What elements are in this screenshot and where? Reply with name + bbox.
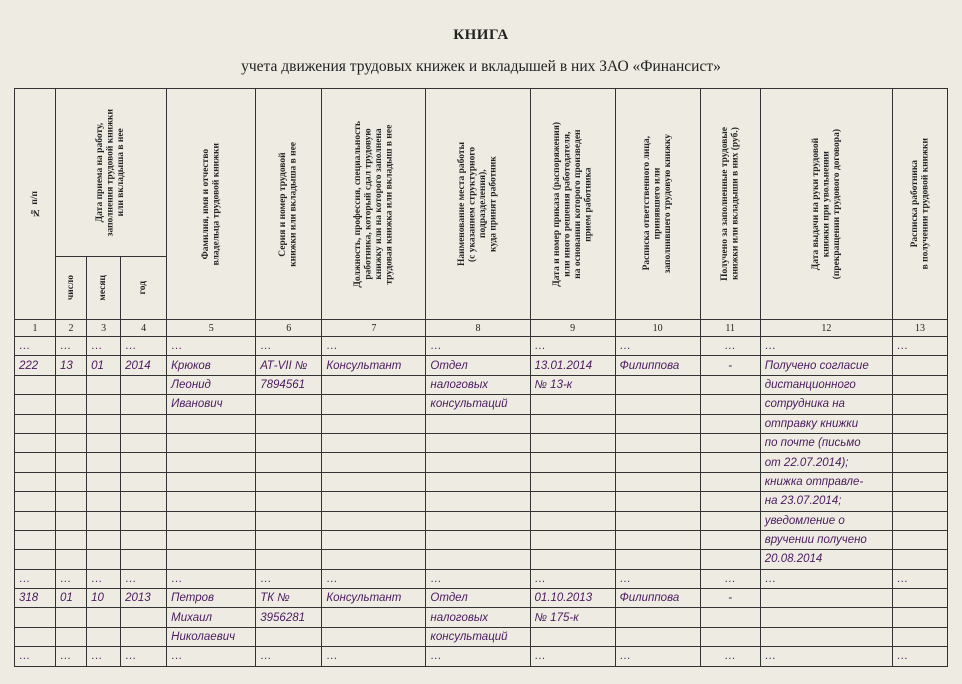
cell-issue-date: по почте (письмо (760, 433, 892, 452)
cell-order: 13.01.2014 (530, 356, 615, 375)
cell-received (700, 433, 760, 452)
column-number: 7 (322, 320, 426, 337)
cell-fio (167, 414, 256, 433)
cell-receipt (615, 433, 700, 452)
cell-num (15, 492, 56, 511)
cell-series (256, 472, 322, 491)
cell-series (256, 395, 322, 414)
cell-received (700, 453, 760, 472)
cell-worker-receipt (892, 453, 947, 472)
cell-num (15, 472, 56, 491)
cell-receipt: … (615, 337, 700, 356)
column-number: 11 (700, 320, 760, 337)
cell-month (87, 395, 121, 414)
cell-day (56, 472, 87, 491)
cell-fio: … (167, 647, 256, 666)
header-workplace: Наименование места работы (с указанием структурного подразделения), куда принят работник (426, 89, 530, 320)
cell-fio (167, 511, 256, 530)
cell-month (87, 433, 121, 452)
cell-fio: Петров (167, 589, 256, 608)
table-row (15, 337, 948, 356)
cell-num (15, 433, 56, 452)
cell-fio (167, 433, 256, 452)
cell-fio: Иванович (167, 395, 256, 414)
cell-series (256, 492, 322, 511)
cell-receipt: … (615, 647, 700, 666)
cell-issue-date (760, 627, 892, 646)
cell-worker-receipt (892, 589, 947, 608)
cell-month: … (87, 337, 121, 356)
cell-receipt (615, 453, 700, 472)
cell-day: … (56, 337, 87, 356)
cell-day (56, 550, 87, 569)
cell-receipt (615, 472, 700, 491)
cell-workplace (426, 414, 530, 433)
cell-worker-receipt (892, 608, 947, 627)
cell-position (322, 375, 426, 394)
cell-received: - (700, 356, 760, 375)
cell-worker-receipt (892, 530, 947, 549)
cell-fio: … (167, 337, 256, 356)
cell-received (700, 375, 760, 394)
cell-position (322, 433, 426, 452)
cell-workplace: … (426, 337, 530, 356)
cell-workplace: консультаций (426, 627, 530, 646)
cell-month (87, 550, 121, 569)
cell-order: № 13-к (530, 375, 615, 394)
cell-receipt (615, 492, 700, 511)
cell-order (530, 627, 615, 646)
cell-num (15, 627, 56, 646)
cell-day: … (56, 569, 87, 588)
column-number: 6 (256, 320, 322, 337)
cell-month: … (87, 569, 121, 588)
cell-worker-receipt (892, 395, 947, 414)
cell-receipt (615, 608, 700, 627)
cell-receipt: … (615, 569, 700, 588)
cell-num (15, 453, 56, 472)
cell-receipt: Филиппова (615, 589, 700, 608)
cell-workplace: Отдел (426, 356, 530, 375)
cell-workplace (426, 453, 530, 472)
cell-receipt (615, 550, 700, 569)
cell-issue-date: сотрудника на (760, 395, 892, 414)
cell-year (121, 472, 167, 491)
cell-year (121, 530, 167, 549)
cell-day (56, 395, 87, 414)
cell-position (322, 492, 426, 511)
cell-day: 13 (56, 356, 87, 375)
cell-series (256, 627, 322, 646)
cell-workplace (426, 511, 530, 530)
book-subtitle: учета движения трудовых книжек и вкладышей в них ЗАО «Финансист» (241, 58, 721, 75)
cell-issue-date: уведомление о (760, 511, 892, 530)
cell-position (322, 608, 426, 627)
cell-series (256, 511, 322, 530)
cell-worker-receipt: … (892, 647, 947, 666)
cell-workplace: Отдел (426, 589, 530, 608)
cell-month (87, 530, 121, 549)
header-received: Получено за заполненные трудовые книжки или вкладыши в них (руб.) (700, 89, 760, 320)
cell-month: 01 (87, 356, 121, 375)
header-worker-receipt: Расписка работника в получении трудовой книжки (892, 89, 947, 320)
cell-day (56, 627, 87, 646)
header-series: Серия и номер трудовой книжки или вкладыша в нее (256, 89, 322, 320)
header-position: Должность, профессия, специальность работника, который сдал трудовую книжку или на которого заполнена трудовая книжка или вкладыш в нее (322, 89, 426, 320)
cell-year (121, 375, 167, 394)
cell-fio (167, 530, 256, 549)
cell-position (322, 550, 426, 569)
cell-issue-date: от 22.07.2014); (760, 453, 892, 472)
cell-order (530, 530, 615, 549)
cell-worker-receipt (892, 550, 947, 569)
cell-received (700, 627, 760, 646)
cell-year (121, 608, 167, 627)
cell-num: … (15, 647, 56, 666)
table-row (15, 492, 948, 511)
table-row (15, 627, 948, 646)
cell-issue-date: … (760, 647, 892, 666)
cell-month (87, 608, 121, 627)
cell-order (530, 511, 615, 530)
header-num: № п/п (15, 89, 56, 320)
column-number: 12 (760, 320, 892, 337)
cell-month (87, 472, 121, 491)
cell-series (256, 453, 322, 472)
cell-order: № 175-к (530, 608, 615, 627)
cell-day (56, 511, 87, 530)
header-date-group: Дата приема на работу, заполнения трудовой книжки или вкладыша в нее (56, 89, 167, 257)
cell-fio: Михаил (167, 608, 256, 627)
cell-fio (167, 550, 256, 569)
table-row (15, 414, 948, 433)
cell-fio: Николаевич (167, 627, 256, 646)
cell-year (121, 492, 167, 511)
cell-position: … (322, 569, 426, 588)
header-receipt: Расписка ответственного лица, принявшего или заполнившего трудовую книжку (615, 89, 700, 320)
header-issue-date: Дата выдачи на руки трудовой книжки при увольнении (прекращении трудового договора) (760, 89, 892, 320)
cell-year: … (121, 337, 167, 356)
cell-month (87, 511, 121, 530)
cell-day: … (56, 647, 87, 666)
cell-month (87, 492, 121, 511)
cell-worker-receipt (892, 472, 947, 491)
column-number: 10 (615, 320, 700, 337)
cell-workplace: налоговых (426, 375, 530, 394)
table-row (15, 589, 948, 608)
cell-order (530, 492, 615, 511)
cell-day (56, 530, 87, 549)
cell-workplace (426, 433, 530, 452)
cell-received: … (700, 647, 760, 666)
table-row (15, 472, 948, 491)
cell-receipt (615, 375, 700, 394)
cell-position: … (322, 647, 426, 666)
cell-num: … (15, 569, 56, 588)
cell-worker-receipt (892, 414, 947, 433)
cell-order (530, 550, 615, 569)
cell-worker-receipt (892, 433, 947, 452)
cell-fio (167, 453, 256, 472)
cell-received: … (700, 569, 760, 588)
cell-year: … (121, 569, 167, 588)
cell-month: … (87, 647, 121, 666)
cell-month (87, 627, 121, 646)
cell-receipt (615, 414, 700, 433)
cell-received: … (700, 337, 760, 356)
cell-receipt (615, 530, 700, 549)
cell-worker-receipt (892, 356, 947, 375)
cell-day (56, 433, 87, 452)
table-row (15, 550, 948, 569)
cell-received (700, 472, 760, 491)
cell-received: - (700, 589, 760, 608)
column-numbers-row (15, 320, 948, 337)
cell-day: 01 (56, 589, 87, 608)
cell-position (322, 627, 426, 646)
cell-receipt: Филиппова (615, 356, 700, 375)
column-number: 3 (87, 320, 121, 337)
cell-workplace (426, 530, 530, 549)
cell-workplace (426, 492, 530, 511)
cell-workplace: налоговых (426, 608, 530, 627)
cell-issue-date: Получено согласие (760, 356, 892, 375)
register-table (14, 88, 948, 667)
cell-num (15, 375, 56, 394)
header-fio: Фамилия, имя и отчество владельца трудовой книжки (167, 89, 256, 320)
register-body (15, 337, 948, 667)
cell-order: … (530, 647, 615, 666)
cell-receipt (615, 511, 700, 530)
cell-order (530, 433, 615, 452)
cell-issue-date (760, 608, 892, 627)
cell-worker-receipt: … (892, 337, 947, 356)
cell-issue-date: … (760, 569, 892, 588)
cell-num (15, 550, 56, 569)
cell-received (700, 550, 760, 569)
cell-workplace: консультаций (426, 395, 530, 414)
cell-num (15, 608, 56, 627)
cell-receipt (615, 395, 700, 414)
cell-issue-date: вручении получено (760, 530, 892, 549)
cell-order: … (530, 337, 615, 356)
cell-order (530, 414, 615, 433)
cell-year (121, 395, 167, 414)
cell-day (56, 375, 87, 394)
cell-received (700, 530, 760, 549)
cell-receipt (615, 627, 700, 646)
cell-position (322, 472, 426, 491)
column-number: 8 (426, 320, 530, 337)
cell-series: … (256, 569, 322, 588)
table-row (15, 608, 948, 627)
cell-worker-receipt (892, 511, 947, 530)
cell-day (56, 492, 87, 511)
table-row (15, 530, 948, 549)
cell-series: 7894561 (256, 375, 322, 394)
cell-order (530, 453, 615, 472)
cell-num: 222 (15, 356, 56, 375)
column-number: 5 (167, 320, 256, 337)
cell-fio: Леонид (167, 375, 256, 394)
cell-order (530, 395, 615, 414)
cell-worker-receipt (892, 492, 947, 511)
cell-position (322, 511, 426, 530)
cell-day (56, 414, 87, 433)
cell-year (121, 627, 167, 646)
cell-day (56, 608, 87, 627)
cell-num: … (15, 337, 56, 356)
cell-num: 318 (15, 589, 56, 608)
table-row (15, 569, 948, 588)
cell-issue-date (760, 589, 892, 608)
cell-position (322, 530, 426, 549)
cell-series: … (256, 647, 322, 666)
cell-series (256, 530, 322, 549)
cell-month: 10 (87, 589, 121, 608)
header-order: Дата и номер приказа (распоряжения) или иного решения работодателя, на основании которого произведен прием работника (530, 89, 615, 320)
cell-position: Консультант (322, 589, 426, 608)
table-row (15, 375, 948, 394)
table-row (15, 395, 948, 414)
table-row (15, 647, 948, 666)
cell-order: 01.10.2013 (530, 589, 615, 608)
column-number: 4 (121, 320, 167, 337)
cell-year: 2013 (121, 589, 167, 608)
cell-year (121, 414, 167, 433)
cell-series: ТК № (256, 589, 322, 608)
cell-fio: Крюков (167, 356, 256, 375)
cell-workplace (426, 472, 530, 491)
column-number: 9 (530, 320, 615, 337)
cell-received (700, 395, 760, 414)
cell-position (322, 395, 426, 414)
cell-issue-date: … (760, 337, 892, 356)
cell-year (121, 453, 167, 472)
header-year: год (121, 257, 167, 320)
cell-month (87, 453, 121, 472)
cell-issue-date: отправку книжки (760, 414, 892, 433)
cell-series: АТ-VII № (256, 356, 322, 375)
table-row (15, 356, 948, 375)
cell-received (700, 492, 760, 511)
cell-issue-date: на 23.07.2014; (760, 492, 892, 511)
cell-position: … (322, 337, 426, 356)
cell-order (530, 472, 615, 491)
table-row (15, 433, 948, 452)
table-row (15, 511, 948, 530)
cell-series: 3956281 (256, 608, 322, 627)
cell-worker-receipt: … (892, 569, 947, 588)
book-title: КНИГА (453, 27, 509, 43)
header-day: число (56, 257, 87, 320)
cell-month (87, 375, 121, 394)
cell-position: Консультант (322, 356, 426, 375)
cell-series (256, 433, 322, 452)
cell-received (700, 608, 760, 627)
cell-day (56, 453, 87, 472)
cell-fio (167, 472, 256, 491)
cell-position (322, 453, 426, 472)
cell-series (256, 550, 322, 569)
cell-workplace: … (426, 569, 530, 588)
cell-num (15, 530, 56, 549)
cell-workplace (426, 550, 530, 569)
cell-position (322, 414, 426, 433)
cell-issue-date: книжка отправле- (760, 472, 892, 491)
table-row (15, 453, 948, 472)
cell-year (121, 550, 167, 569)
cell-fio: … (167, 569, 256, 588)
cell-num (15, 395, 56, 414)
cell-year (121, 511, 167, 530)
cell-issue-date: дистанционного (760, 375, 892, 394)
cell-fio (167, 492, 256, 511)
cell-received (700, 414, 760, 433)
cell-year (121, 433, 167, 452)
column-number: 1 (15, 320, 56, 337)
cell-workplace: … (426, 647, 530, 666)
cell-month (87, 414, 121, 433)
cell-year: 2014 (121, 356, 167, 375)
header-month: месяц (87, 257, 121, 320)
cell-num (15, 511, 56, 530)
cell-received (700, 511, 760, 530)
cell-worker-receipt (892, 375, 947, 394)
cell-order: … (530, 569, 615, 588)
column-number: 13 (892, 320, 947, 337)
cell-year: … (121, 647, 167, 666)
cell-series (256, 414, 322, 433)
cell-issue-date: 20.08.2014 (760, 550, 892, 569)
column-number: 2 (56, 320, 87, 337)
cell-worker-receipt (892, 627, 947, 646)
cell-num (15, 414, 56, 433)
cell-series: … (256, 337, 322, 356)
